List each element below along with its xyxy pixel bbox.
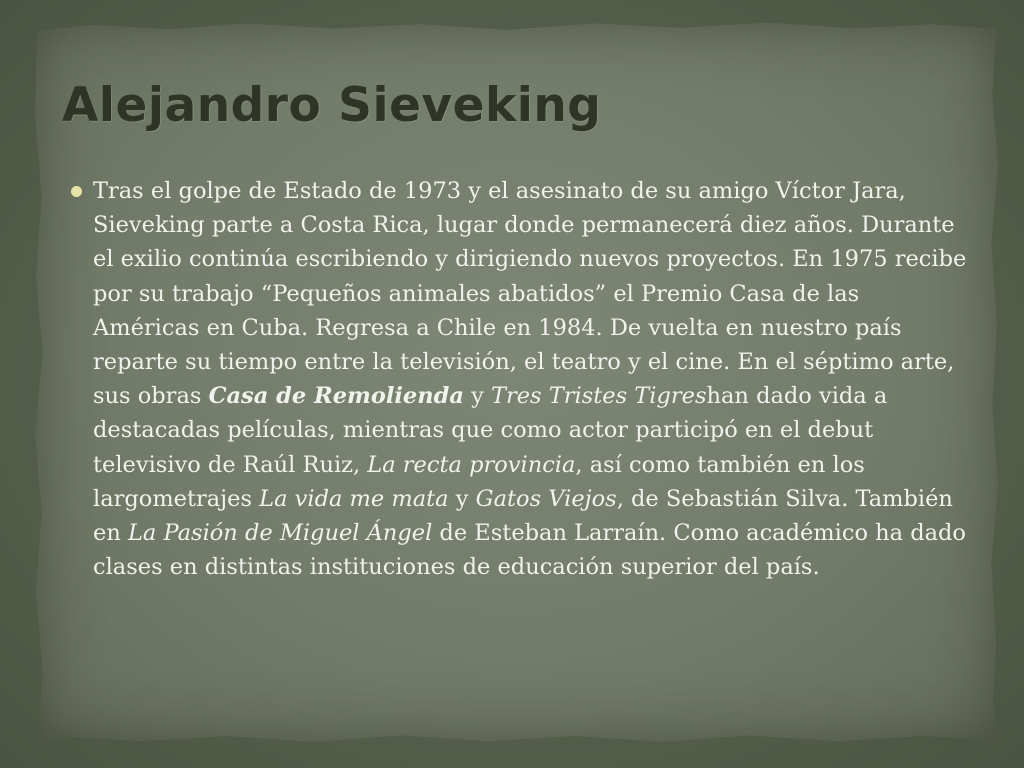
paragraph-text: , así como también en los largometrajes (93, 451, 865, 512)
slide-title: Alejandro Sieveking (62, 78, 602, 133)
paragraph-text: , de Sebastián Silva. También en (93, 485, 953, 547)
work-title: Gatos Viejos (475, 485, 617, 512)
work-title: La Pasión de Miguel Ángel (127, 520, 433, 547)
paragraph-text: de Esteban Larraín. Como académico ha dado clases en distintas instituciones de educación superior del país. (93, 520, 966, 581)
paragraph-text: y (463, 383, 491, 410)
paragraph-text: y (448, 485, 476, 512)
work-title: Casa de Remolienda (208, 383, 464, 410)
bullet-dot-icon (71, 186, 82, 197)
work-title: Tres Tristes Tigres (490, 383, 707, 410)
bullet-item (70, 174, 970, 584)
bullet-paragraph (93, 174, 970, 584)
work-title: La vida me mata (259, 485, 449, 512)
slide-content (70, 174, 970, 584)
paragraph-text: han dado vida a destacadas películas, mientras que como actor participó en el debut televisivo de Raúl Ruiz, (93, 383, 888, 478)
work-title: La recta provincia (367, 451, 576, 478)
paragraph-text: Tras el golpe de Estado de 1973 y el asesinato de su amigo Víctor Jara, Sieveking parte a Costa Rica, lugar donde permanecerá diez años. Durante el exilio continúa escribiendo y dirigiendo nuevos proyectos. En 1975 recibe por su trabajo “Pequeños animales abatidos” el Premio Casa de las Américas en Cuba. Regresa a Chile en 1984. De vuelta en nuestro país reparte su tiempo entre la televisión, el teatro y el cine. En el séptimo arte, sus obras (93, 178, 967, 410)
